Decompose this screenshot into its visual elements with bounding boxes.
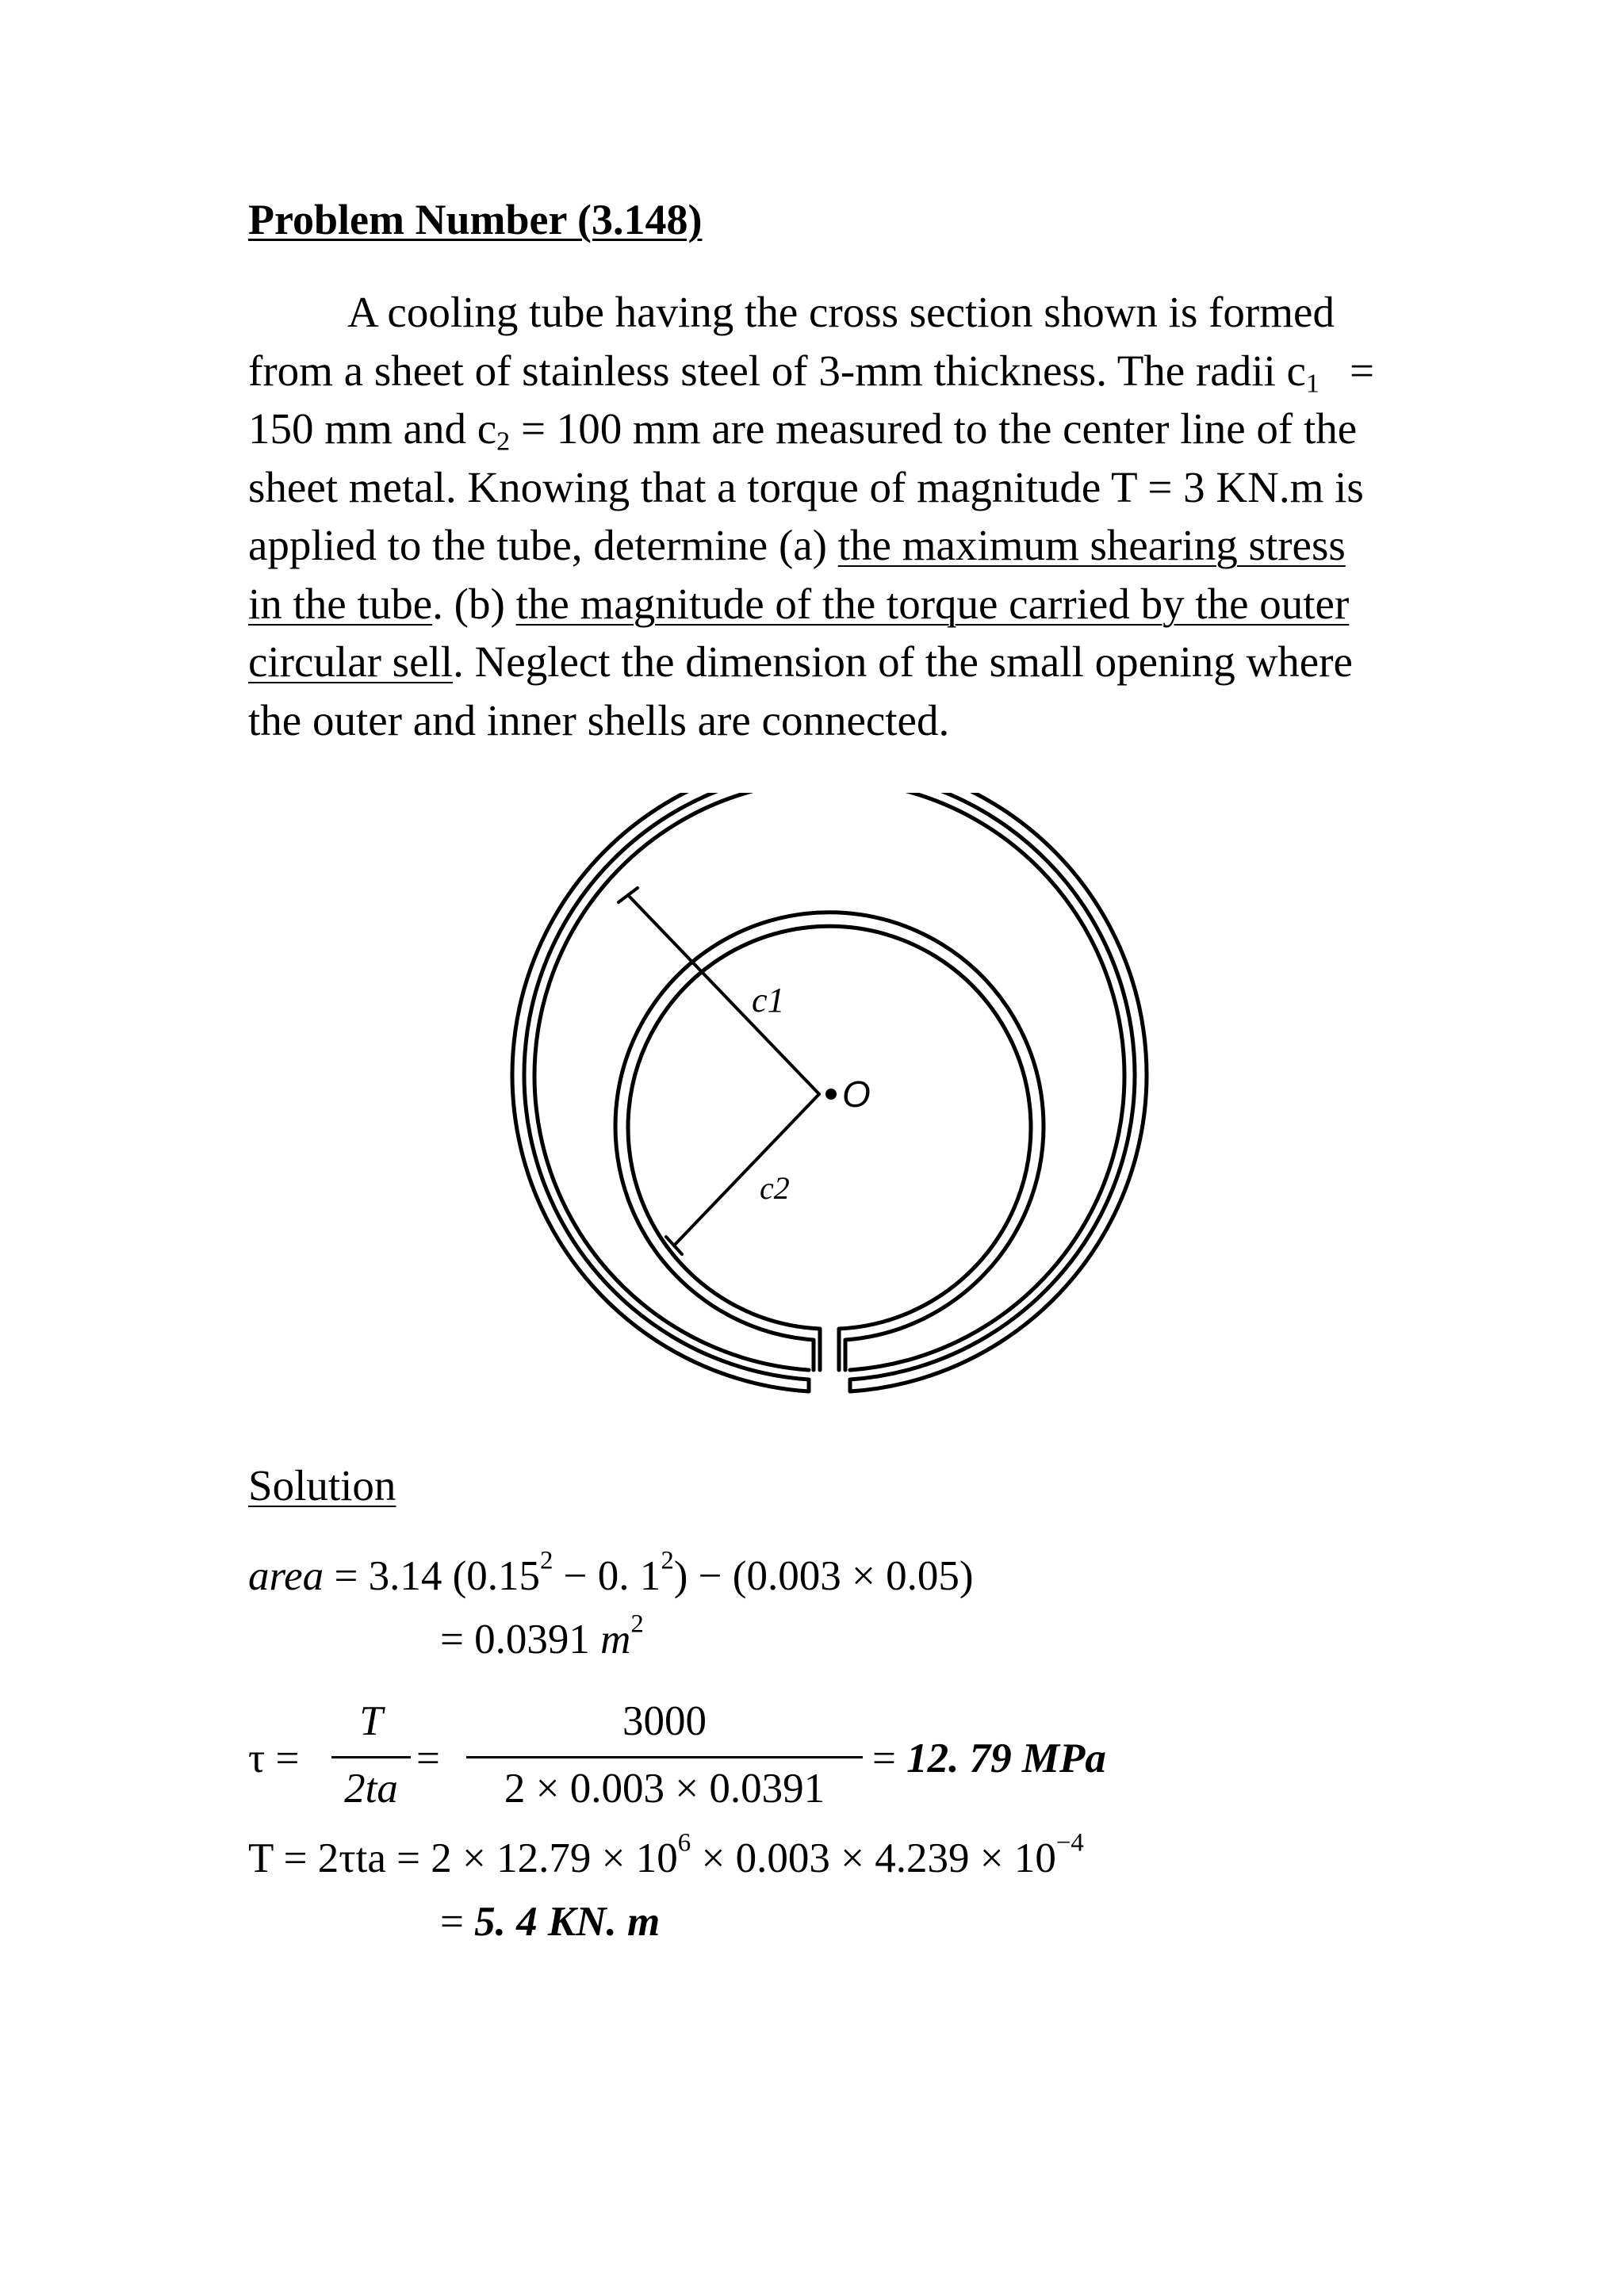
inner-shell-inner-edge: [628, 926, 1031, 1370]
outer-shell-inner-edge: [534, 793, 1124, 1370]
problem-line-7: circular sell. Neglect the dimension of the small opening where: [248, 637, 1353, 686]
label-center: O: [842, 1073, 871, 1115]
radius-c2-line: [674, 1094, 819, 1246]
tube-cross-section-figure: [508, 793, 1158, 1443]
problem-line-2: from a sheet of stainless steel of 3-mm thickness. The radii $c_1$ =: [248, 346, 1374, 399]
tau-fraction-2: 3000 2 × 0.003 × 0.0391: [466, 1701, 863, 1812]
fraction-bar: [331, 1756, 411, 1758]
torque-result: = 5. 4 KN. m: [440, 1899, 661, 1945]
solution-heading: Solution: [248, 1461, 396, 1510]
problem-line-8: the outer and inner shells are connected.: [248, 695, 950, 744]
problem-title: Problem Number (3.148): [248, 196, 703, 243]
area-equation: area = 3.14 ($0.15^2 - 0$. $1^2) - (0.003 \times 0.05)$: [248, 1546, 974, 1599]
tau-result: = 12. 79 MPa: [872, 1735, 1106, 1781]
tau-equals: =: [416, 1735, 440, 1781]
problem-line-5: applied to the tube, determine (a) the maximum shearing stress: [248, 521, 1346, 569]
problem-line-4: sheet metal. Knowing that a torque of magnitude T = 3 KN.m is: [248, 462, 1364, 511]
problem-line-6: in the tube. (b) the magnitude of the torque carried by the outer: [248, 579, 1350, 628]
problem-line-3: 150 mm and $c_2 = 100$ mm are measured to the center line of the: [248, 404, 1358, 457]
tau-lhs: τ =: [248, 1735, 300, 1781]
fraction-bar: [466, 1756, 863, 1758]
center-point: [825, 1089, 837, 1100]
radius-c1-line: [628, 895, 819, 1094]
inner-shell-outline: [615, 913, 1044, 1370]
tau-fraction-1: T 2ta: [331, 1701, 411, 1812]
label-c2: c2: [760, 1170, 790, 1206]
problem-line-1: A cooling tube having the cross section shown is formed: [347, 288, 1335, 336]
label-c1: c1: [752, 981, 785, 1020]
area-result: = 0.0391 $m^2$: [440, 1609, 644, 1663]
problem-statement: [248, 283, 1374, 749]
torque-equation: $T = 2\tau ta = 2 \times 12.79 \times 10^6 \times 0.003 \times 4.239 \times 10^{-4}$: [248, 1828, 1084, 1881]
